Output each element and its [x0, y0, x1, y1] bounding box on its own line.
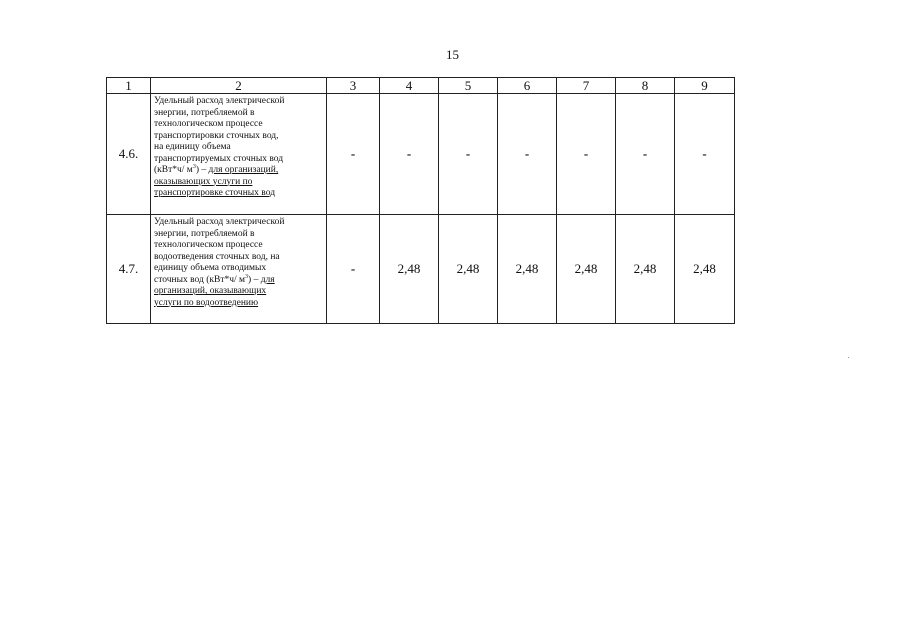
description-line: водоотведения сточных вод, на [154, 251, 280, 262]
value-cell-col-6: 2,48 [498, 215, 557, 324]
value-cell-col-4: 2,48 [380, 215, 439, 324]
value-cell-col-7: 2,48 [557, 215, 616, 324]
description-line: транспортировке сточных вод [154, 188, 276, 198]
superscript: 3 [245, 273, 249, 280]
description-line: на единицу объема [154, 142, 231, 152]
header-row [107, 78, 735, 94]
description-fragment: для [260, 274, 275, 285]
scan-speck [848, 357, 849, 358]
column-header-2: 2 [151, 78, 327, 94]
description-line: транспортировки сточных вод, [154, 130, 279, 141]
value-cell-col-8: - [616, 94, 675, 215]
description-line: технологическом процессе [154, 240, 263, 250]
description-line: услуги по водоотведению [154, 297, 259, 308]
description-line: технологическом процессе [154, 119, 263, 129]
row-number: 4.6. [107, 94, 151, 215]
value-cell-col-8: 2,48 [616, 215, 675, 324]
description-fragment: ) – [195, 165, 209, 175]
row-number: 4.7. [107, 215, 151, 324]
value-cell-col-9: 2,48 [675, 215, 735, 324]
indicators-table [106, 77, 735, 324]
description-line: оказывающих услуги по [154, 176, 253, 187]
description-fragment: для организаций, [208, 165, 279, 175]
table-row [107, 94, 735, 215]
column-header-7: 7 [557, 78, 616, 94]
table-body [107, 78, 735, 324]
row-description [151, 215, 327, 324]
column-header-1: 1 [107, 78, 151, 94]
description-line: энергии, потребляемой в [154, 228, 255, 239]
description-line: энергии, потребляемой в [154, 107, 255, 118]
description-fragment: ) – [248, 274, 261, 285]
superscript: 3 [192, 163, 196, 170]
value-cell-col-5: - [439, 94, 498, 215]
value-cell-col-3: - [327, 215, 380, 324]
description-line [154, 165, 324, 177]
column-header-9: 9 [675, 78, 735, 94]
table-row [107, 215, 735, 324]
description-line: организаций, оказывающих [154, 286, 267, 296]
row-description [151, 94, 327, 215]
description-line: транспортируемых сточных вод [154, 153, 284, 164]
value-cell-col-9: - [675, 94, 735, 215]
column-header-6: 6 [498, 78, 557, 94]
description-line: единицу объема отводимых [154, 263, 267, 273]
column-header-3: 3 [327, 78, 380, 94]
value-cell-col-3: - [327, 94, 380, 215]
description-line: Удельный расход электрической [154, 217, 285, 227]
column-header-5: 5 [439, 78, 498, 94]
value-cell-col-6: - [498, 94, 557, 215]
description-fragment: (кВт*ч/ м [154, 165, 193, 175]
description-line [154, 275, 324, 287]
description-line: Удельный расход электрической [154, 96, 285, 106]
value-cell-col-4: - [380, 94, 439, 215]
page-number: 15 [446, 47, 459, 62]
column-header-8: 8 [616, 78, 675, 94]
column-header-4: 4 [380, 78, 439, 94]
value-cell-col-7: - [557, 94, 616, 215]
description-fragment: сточных вод (кВт*ч/ м [154, 274, 246, 285]
value-cell-col-5: 2,48 [439, 215, 498, 324]
